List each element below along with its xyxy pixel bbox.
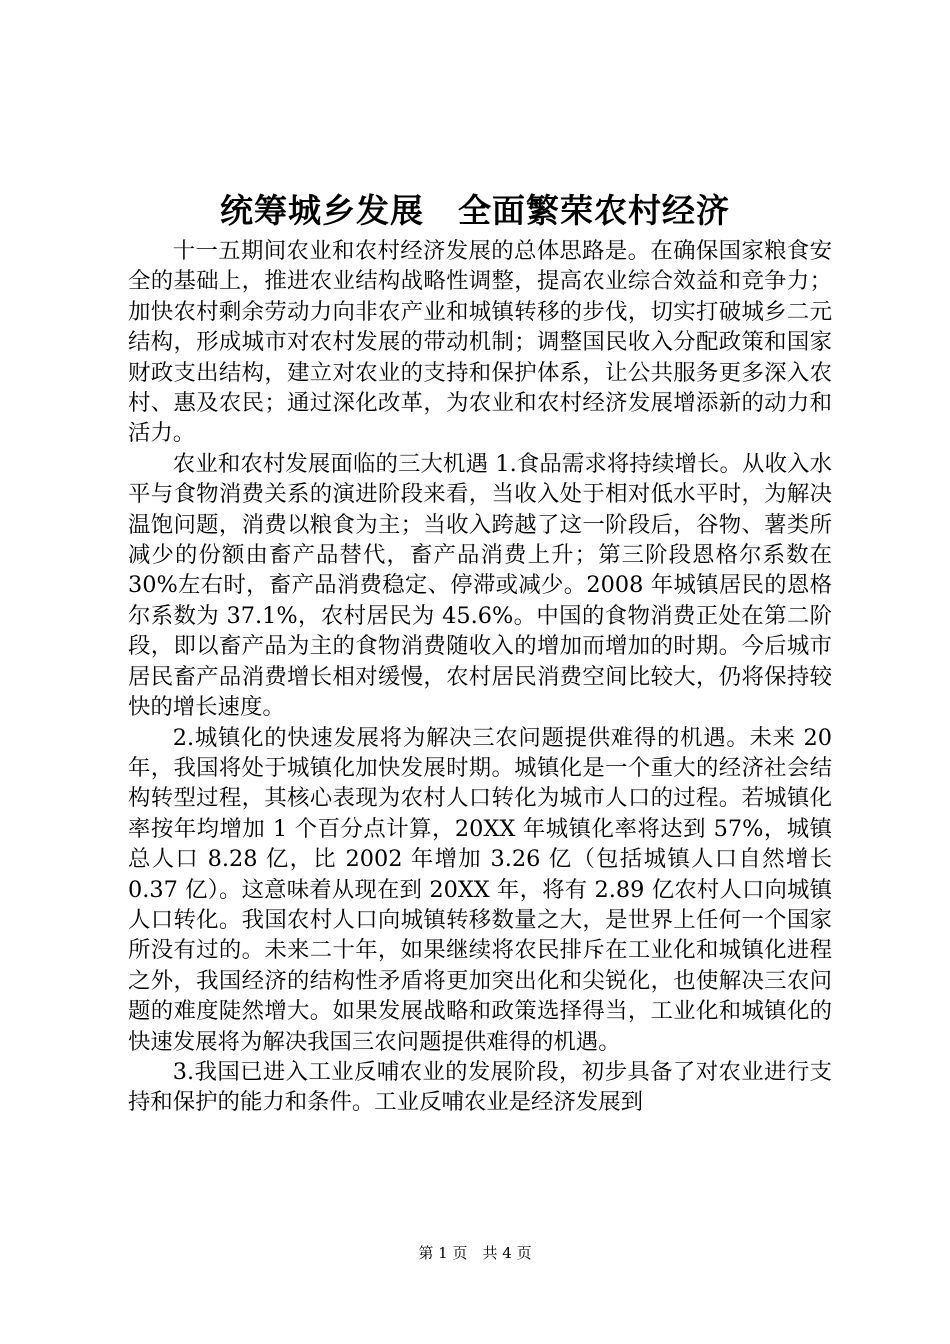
page-footer: 第 1 页 共 4 页 <box>418 1244 532 1262</box>
document-title: 统筹城乡发展 全面繁荣农村经济 <box>220 191 730 230</box>
paragraph: 2.城镇化的快速发展将为解决三农问题提供难得的机遇。未来 20 年，我国将处于城镇化加快发展时期。城镇化是一个重大的经济社会结构转型过程，其核心表现为农村人口转化为城市人口的过程。若城镇化率按年均增加 1 个百分点计算，20XX 年城镇化率将达到 57%，城镇总人口 8.28 亿，比 2002 年增加 3.26 亿（包括城镇人口自然增长 0.37 亿）。这意味着从现在到 20XX 年，将有 2.89 亿农村人口向城镇人口转化。我国农村人口向城镇转移数量之大，是世界上任何一个国家所没有过的。未来二十年，如果继续将农民排斥在工业化和城镇化进程之外，我国经济的结构性矛盾将更加突出化和尖锐化，也使解决三农问题的难度陡然增大。如果发展战略和政策选择得当，工业化和城镇化的快速发展将为解决我国三农问题提供难得的机遇。 <box>128 724 832 1055</box>
paragraph: 农业和农村发展面临的三大机遇 1.食品需求将持续增长。从收入水平与食物消费关系的演进阶段来看，当收入处于相对低水平时，为解决温饱问题，消费以粮食为主；当收入跨越了这一阶段后，谷物、薯类所减少的份额由畜产品替代，畜产品消费上升；第三阶段恩格尔系数在 30%左右时，畜产品消费稳定、停滞或减少。2008 年城镇居民的恩格尔系数为 37.1%，农村居民为 45.6%。中国的食物消费正处在第二阶段，即以畜产品为主的食物消费随收入的增加而增加的时期。今后城市居民畜产品消费增长相对缓慢，农村居民消费空间比较大，仍将保持较快的增长速度。 <box>128 450 832 721</box>
paragraph: 3.我国已进入工业反哺农业的发展阶段，初步具备了对农业进行支持和保护的能力和条件。工业反哺农业是经济发展到 <box>128 1058 832 1116</box>
paragraph: 十一五期间农业和农村经济发展的总体思路是。在确保国家粮食安全的基础上，推进农业结构战略性调整，提高农业综合效益和竞争力；加快农村剩余劳动力向非农产业和城镇转移的步伐，切实打破城乡二元结构，形成城市对农村发展的带动机制；调整国民收入分配政策和国家财政支出结构，建立对农业的支持和保护体系，让公共服务更多深入农村、惠及农民；通过深化改革，为农业和农村经济发展增添新的动力和活力。 <box>128 238 832 447</box>
document-body <box>128 236 832 1118</box>
